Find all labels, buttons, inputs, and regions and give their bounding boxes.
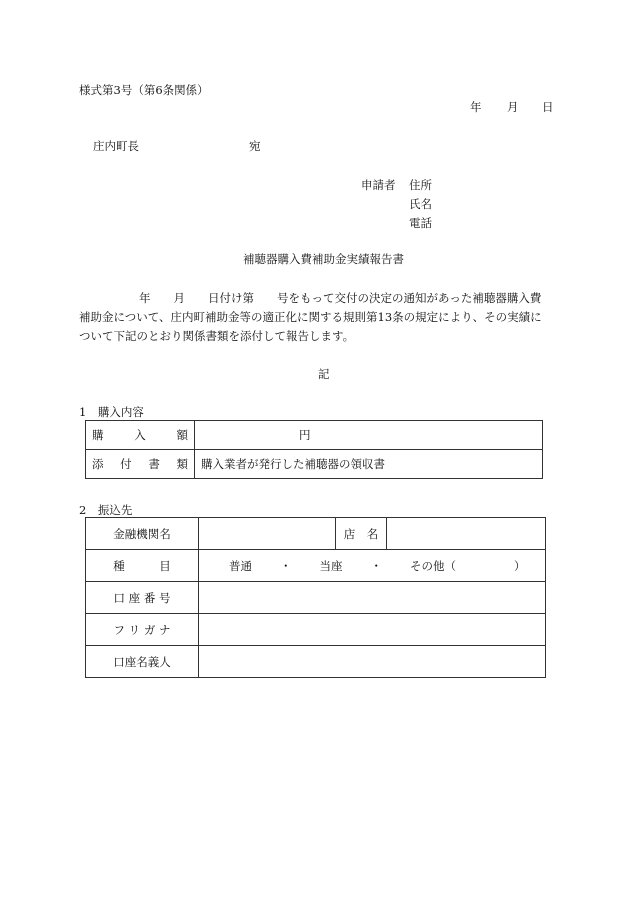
body-paragraph — [79, 289, 569, 346]
furigana-label: フ リ ガ ナ — [86, 614, 199, 646]
separator-dot: ・ — [370, 558, 382, 573]
table-row — [86, 646, 546, 678]
table-row — [86, 450, 543, 479]
body-line-2: 補助金について、庄内町補助金等の適正化に関する規則第13条の規定により、その実績に — [79, 310, 542, 324]
table-row — [86, 421, 543, 450]
label-char: 購 — [92, 428, 104, 442]
account-type-label: 種 目 — [86, 550, 199, 582]
label-char: 入 — [134, 428, 146, 442]
branch-name-field[interactable] — [387, 518, 546, 550]
label-char: 書 — [148, 457, 160, 471]
section1-heading: 1 購入内容 — [79, 405, 144, 419]
account-holder-label: 口座名義人 — [86, 646, 199, 678]
attached-docs-value: 購入業者が発行した補聴器の領収書 — [195, 450, 543, 479]
account-number-label: 口 座 番 号 — [86, 582, 199, 614]
table-row — [86, 614, 546, 646]
yen-unit: 円 — [299, 428, 311, 442]
applicant-address: 住所 — [409, 178, 432, 192]
bank-table — [85, 517, 546, 678]
account-type-options — [199, 550, 546, 582]
separator-dot: ・ — [280, 558, 292, 573]
bank-name-field[interactable] — [199, 518, 336, 550]
date-month: 月 — [507, 100, 519, 114]
label-char: 添 — [92, 457, 104, 471]
applicant-name: 氏名 — [409, 197, 432, 211]
ki-marker: 記 — [318, 367, 330, 381]
label-char: 額 — [176, 428, 188, 442]
label-char: 付 — [120, 457, 132, 471]
attached-docs-label — [86, 450, 195, 479]
table-row — [86, 550, 546, 582]
purchase-table — [85, 420, 543, 479]
form-number: 様式第3号（第6条関係） — [79, 83, 209, 97]
applicant-phone: 電話 — [409, 216, 432, 230]
body-line-3: ついて下記のとおり関係書類を添付して報告します。 — [79, 329, 355, 343]
option-other-close: ） — [514, 558, 526, 573]
document-title: 補聴器購入費補助金実績報告書 — [243, 252, 404, 266]
option-toza[interactable]: 当座 — [319, 558, 343, 573]
bank-name-label: 金融機関名 — [86, 518, 199, 550]
purchase-amount-value[interactable] — [195, 421, 543, 450]
addressee-honorific: 宛 — [249, 139, 261, 153]
section2-heading: 2 振込先 — [79, 503, 133, 517]
addressee-name: 庄内町長 — [93, 139, 139, 153]
label-char: 類 — [176, 457, 188, 471]
branch-name-label: 店 名 — [336, 518, 387, 550]
option-futsu[interactable]: 普通 — [229, 558, 252, 573]
account-holder-field[interactable] — [199, 646, 546, 678]
purchase-amount-label — [86, 421, 195, 450]
date-day: 日 — [542, 100, 554, 114]
account-number-field[interactable] — [199, 582, 546, 614]
table-row — [86, 582, 546, 614]
option-other[interactable]: その他（ — [410, 558, 456, 573]
table-row — [86, 518, 546, 550]
body-line-1: 年 月 日付け第 号をもって交付の決定の通知があった補聴器購入費 — [139, 291, 542, 305]
date-year: 年 — [470, 100, 482, 114]
applicant-label: 申請者 — [361, 178, 396, 192]
furigana-field[interactable] — [199, 614, 546, 646]
